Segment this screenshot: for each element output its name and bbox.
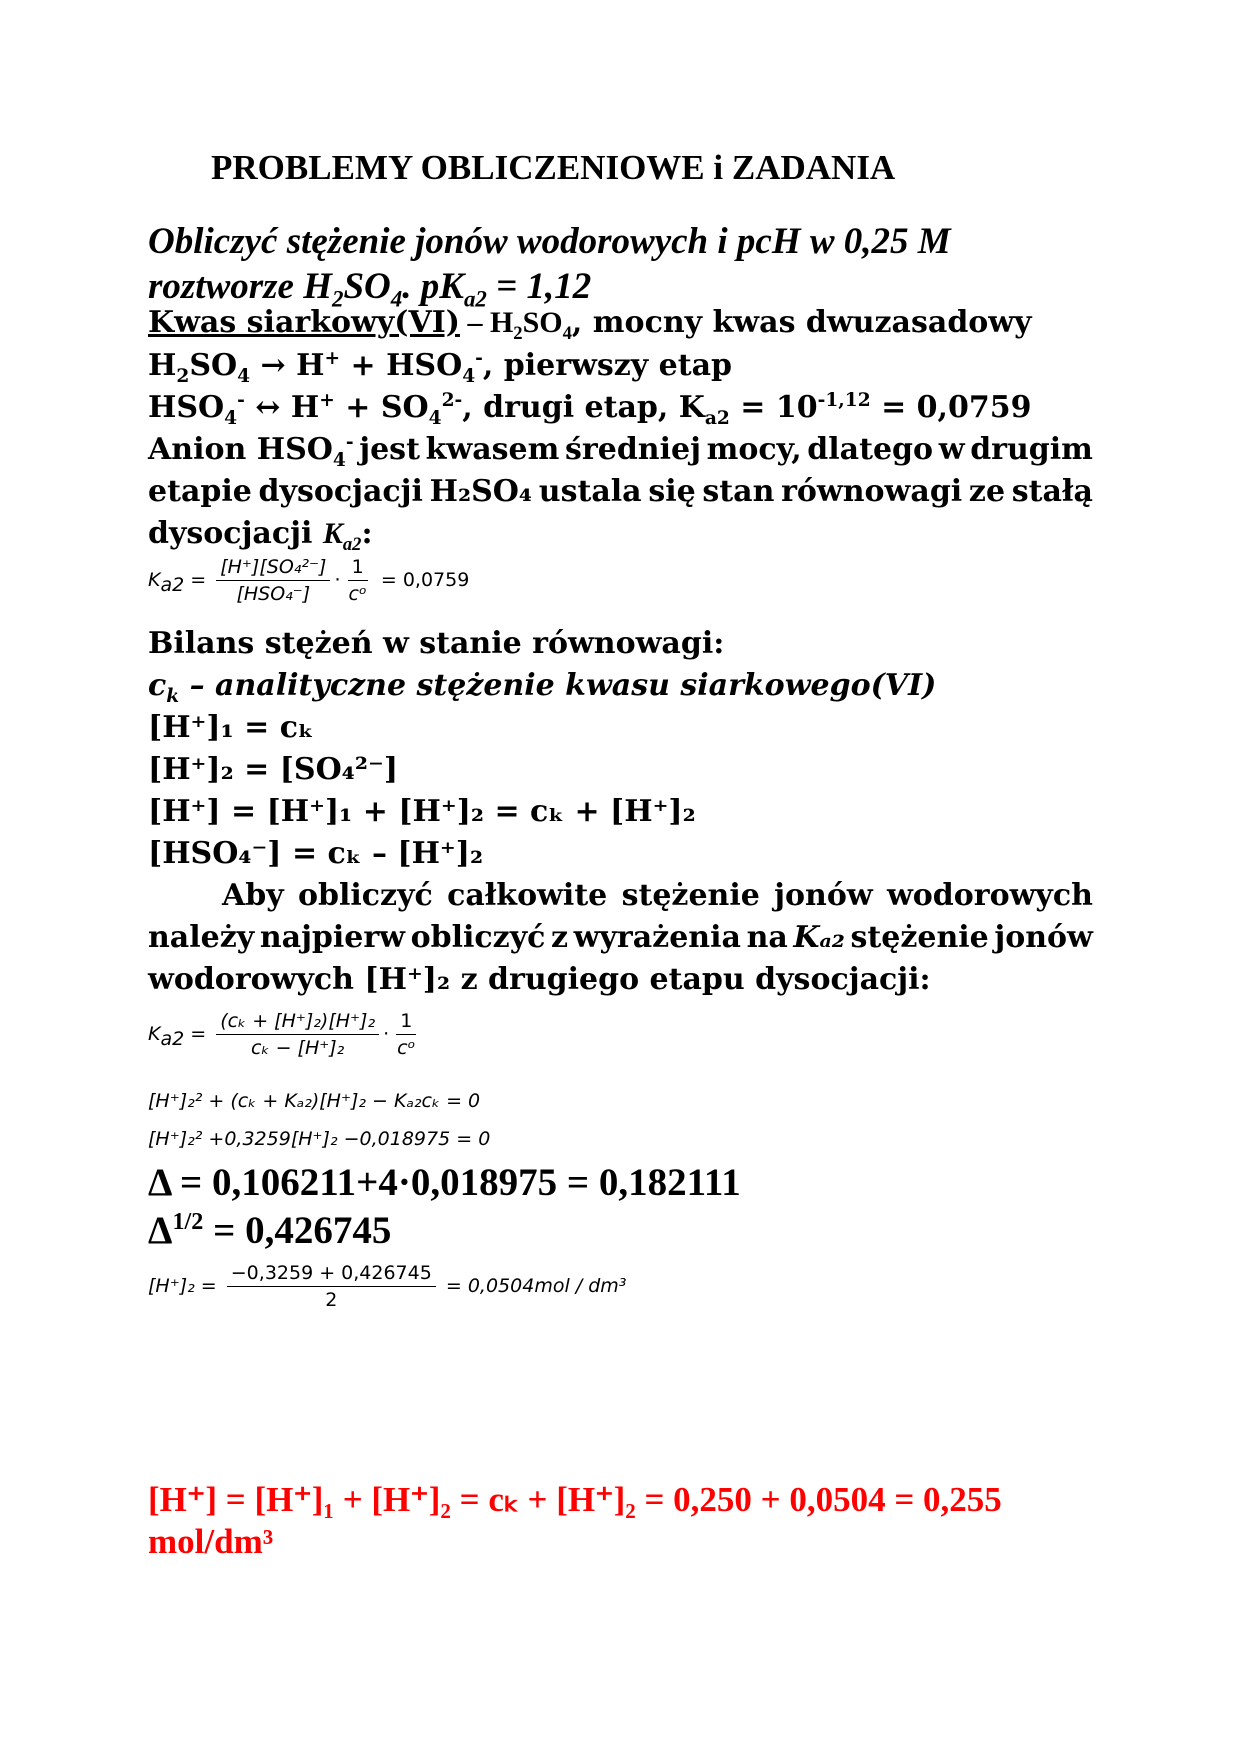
dissociation-stage-2: $HSO_4^-$ ↔ $H^+ + SO_4^{2-}$, drugi etap, $K_{a2} = 10^{-1,12} = 0,0759$ <box>148 390 1032 429</box>
anion-line-3: dysocjacji $K_{a2}$: <box>148 516 373 555</box>
balance-line-2: [H⁺]₂ = [SO₄²⁻] <box>148 752 399 787</box>
quadratic-equation-numeric: [H⁺]₂² +0,3259[H⁺]₂ −0,018975 = 0 <box>148 1128 491 1150</box>
final-answer-line-2: mol/dm³ <box>148 1522 274 1561</box>
paragraph-line-1: Aby obliczyć całkowite stężenie jonów wodorowych <box>222 878 1093 913</box>
paragraph-line-3: wodorowych [H⁺]₂ z drugiego etapu dysocjacji: <box>148 962 931 997</box>
balance-line-3: [H⁺] = [H⁺]₁ + [H⁺]₂ = cₖ + [H⁺]₂ <box>148 794 696 829</box>
anion-line-2: etapie dysocjacji H₂SO₄ ustala się stan równowagi ze stałą <box>148 474 1093 509</box>
quadratic-equation-symbolic: [H⁺]₂² + (cₖ + Kₐ₂)[H⁺]₂ − Kₐ₂cₖ = 0 <box>148 1090 481 1112</box>
delta-line: Δ = 0,106211+4·0,018975 = 0,182111 <box>148 1161 741 1204</box>
delta-sqrt-line: $\Delta^{1/2} = 0,426745$ <box>148 1208 392 1252</box>
equation-h2-result: [H⁺]₂ = $\frac{-0,3259 + 0,426745}{2}$ = 0,0504mol / dm³ <box>148 1262 627 1311</box>
task-line-2: roztworze $H_2SO_4$. $pK_{a2} = 1,12$ <box>148 266 592 312</box>
page-title: PROBLEMY OBLICZENIOWE i ZADANIA <box>211 148 896 187</box>
acid-name: Kwas siarkowy(VI) <box>148 305 460 340</box>
analytical-concentration-line: $c_k$ – analityczne stężenie kwasu siarkowego(VI) <box>148 668 937 707</box>
balance-line-4: [HSO₄⁻] = cₖ – [H⁺]₂ <box>148 836 484 871</box>
equation-ka2-expanded: $K_{a2}$ = $\frac{\text{(cₖ + [H⁺]₂)[H⁺]₂}}{\text{cₖ − [H⁺]₂}}$ · $\frac{1}{\text{cᵒ}}$ <box>148 1010 416 1059</box>
dissociation-stage-1: $H_2SO_4 \to H^+ + HSO_4^-$, pierwszy etap <box>148 348 733 387</box>
balance-heading: Bilans stężeń w stanie równowagi: <box>148 626 725 661</box>
anion-line-1: Anion $HSO_4^-$ jest kwasem średniej mocy, dlatego w drugim <box>148 432 1093 471</box>
acid-description: Kwas siarkowy(VI) – $H_2SO_4$, mocny kwas dwuzasadowy <box>148 305 1032 344</box>
task-line-1: Obliczyć stężenie jonów wodorowych i pcH w 0,25 M <box>148 221 951 262</box>
equation-ka2-definition: $K_{a2}$ = $\frac{\text{[H⁺][SO₄²⁻]}}{\text{[HSO₄⁻]}}$ · $\frac{1}{\text{cᵒ}}$ = 0,0759 <box>148 556 470 605</box>
final-answer-line-1: [H⁺] = [H⁺]₁ + [H⁺]₂ = cₖ + [H⁺]₂ = 0,250 + 0,0504 = 0,255 <box>148 1480 1002 1519</box>
paragraph-line-2: należy najpierw obliczyć z wyrażenia na Kₐ₂ stężenie jonów <box>148 920 1093 955</box>
balance-line-1: [H⁺]₁ = cₖ <box>148 710 314 745</box>
